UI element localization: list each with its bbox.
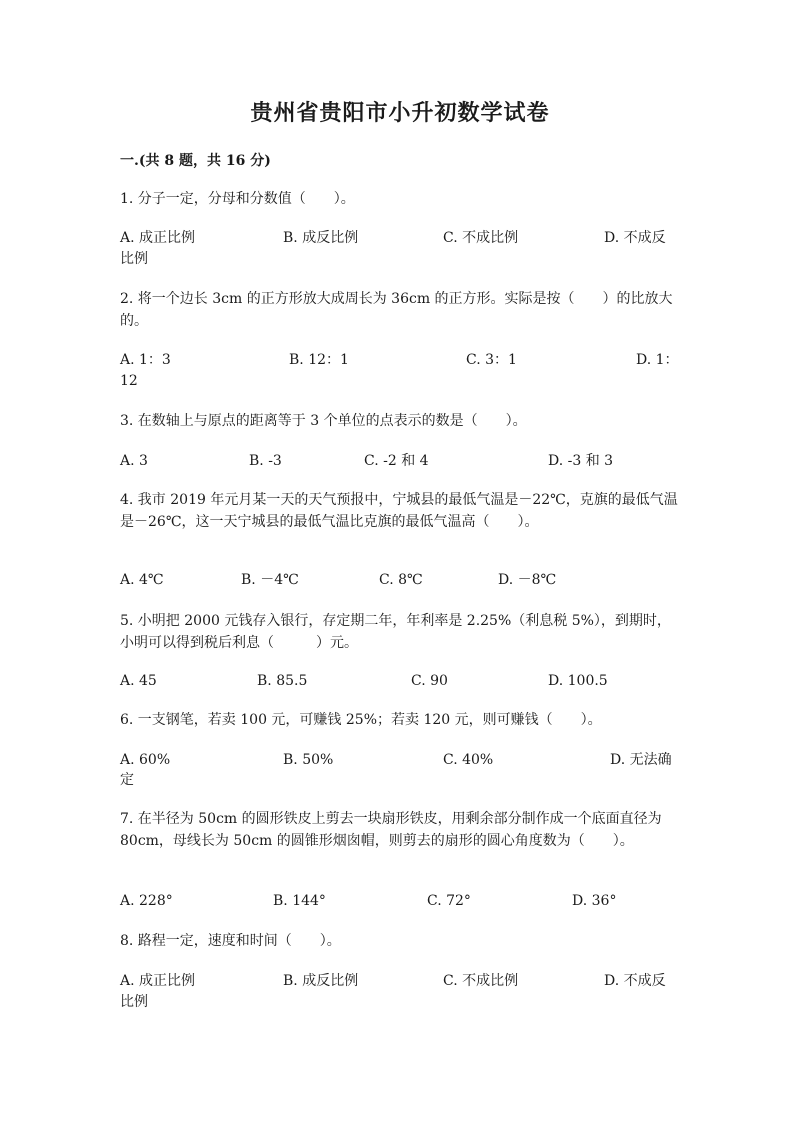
- question-6-option-d-wrap: 定: [120, 772, 134, 788]
- question-7-stem: 7. 在半径为 50cm 的圆形铁皮上剪去一块扇形铁皮，用剩余部分制作成一个底面直径为 80cm，母线长为 50cm 的圆锥形烟囱帽，则剪去的扇形的圆心角度数为（ ）。: [120, 811, 662, 849]
- question-2-option-b: B. 12：1: [289, 352, 349, 368]
- question-7-option-c: C. 72°: [427, 893, 471, 909]
- question-8-option-d-wrap: 比例: [120, 994, 148, 1010]
- question-1-option-b: B. 成反比例: [283, 230, 359, 246]
- question-5-option-d: D. 100.5: [548, 673, 608, 689]
- question-6-option-a: A. 60%: [120, 752, 171, 768]
- question-4-option-a: A. 4℃: [120, 572, 164, 588]
- question-8-option-a: A. 成正比例: [120, 973, 196, 989]
- question-5-stem: 5. 小明把 2000 元钱存入银行，存定期二年，年利率是 2.25%（利息税 5%），到期时，小明可以得到税后利息（ ）元。: [120, 613, 671, 651]
- question-5-option-b: B. 85.5: [257, 673, 308, 689]
- question-2-option-c: C. 3：1: [466, 352, 517, 368]
- question-6-stem: 6. 一支钢笔，若卖 100 元，可赚钱 25%；若卖 120 元，则可赚钱（ ）。: [120, 712, 602, 728]
- question-6-option-c: C. 40%: [443, 752, 494, 768]
- question-8-option-d: D. 不成反: [604, 973, 666, 989]
- question-3-option-b: B. -3: [249, 453, 282, 469]
- question-2-option-d: D. 1：: [636, 352, 679, 368]
- question-7-option-d: D. 36°: [572, 893, 617, 909]
- question-1-stem: 1. 分子一定，分母和分数值（ ）。: [120, 191, 355, 207]
- question-7-option-b: B. 144°: [273, 893, 326, 909]
- section-heading: 一.(共 8 题，共 16 分): [120, 153, 271, 169]
- question-6-option-d: D. 无法确: [610, 752, 672, 768]
- question-7-option-a: A. 228°: [120, 893, 173, 909]
- question-2-stem: 2. 将一个边长 3cm 的正方形放大成周长为 36cm 的正方形。实际是按（ ）的比放大的。: [120, 291, 673, 329]
- question-8-option-b: B. 成反比例: [283, 973, 359, 989]
- question-8-option-c: C. 不成比例: [443, 973, 519, 989]
- page-title: 贵州省贵阳市小升初数学试卷: [250, 100, 550, 126]
- question-3-option-a: A. 3: [120, 453, 148, 469]
- question-2-option-d-wrap: 12: [120, 373, 138, 389]
- question-5-option-a: A. 45: [120, 673, 157, 689]
- question-1-option-c: C. 不成比例: [443, 230, 519, 246]
- question-3-option-c: C. -2 和 4: [364, 453, 429, 469]
- question-4-option-b: B. －4℃: [241, 572, 299, 588]
- question-3-stem: 3. 在数轴上与原点的距离等于 3 个单位的点表示的数是（ ）。: [120, 413, 527, 429]
- question-2-option-a: A. 1：3: [120, 352, 171, 368]
- question-8-stem: 8. 路程一定，速度和时间（ ）。: [120, 933, 341, 949]
- question-5-option-c: C. 90: [411, 673, 448, 689]
- question-4-option-d: D. －8℃: [498, 572, 557, 588]
- question-1-option-a: A. 成正比例: [120, 230, 196, 246]
- question-1-option-d: D. 不成反: [604, 230, 666, 246]
- question-1-option-d-wrap: 比例: [120, 251, 148, 267]
- question-6-option-b: B. 50%: [283, 752, 334, 768]
- question-4-stem: 4. 我市 2019 年元月某一天的天气预报中，宁城县的最低气温是－22℃，克旗的最低气温是－26℃，这一天宁城县的最低气温比克旗的最低气温高（ ）。: [120, 492, 678, 530]
- question-3-option-d: D. -3 和 3: [548, 453, 614, 469]
- question-4-option-c: C. 8℃: [379, 572, 423, 588]
